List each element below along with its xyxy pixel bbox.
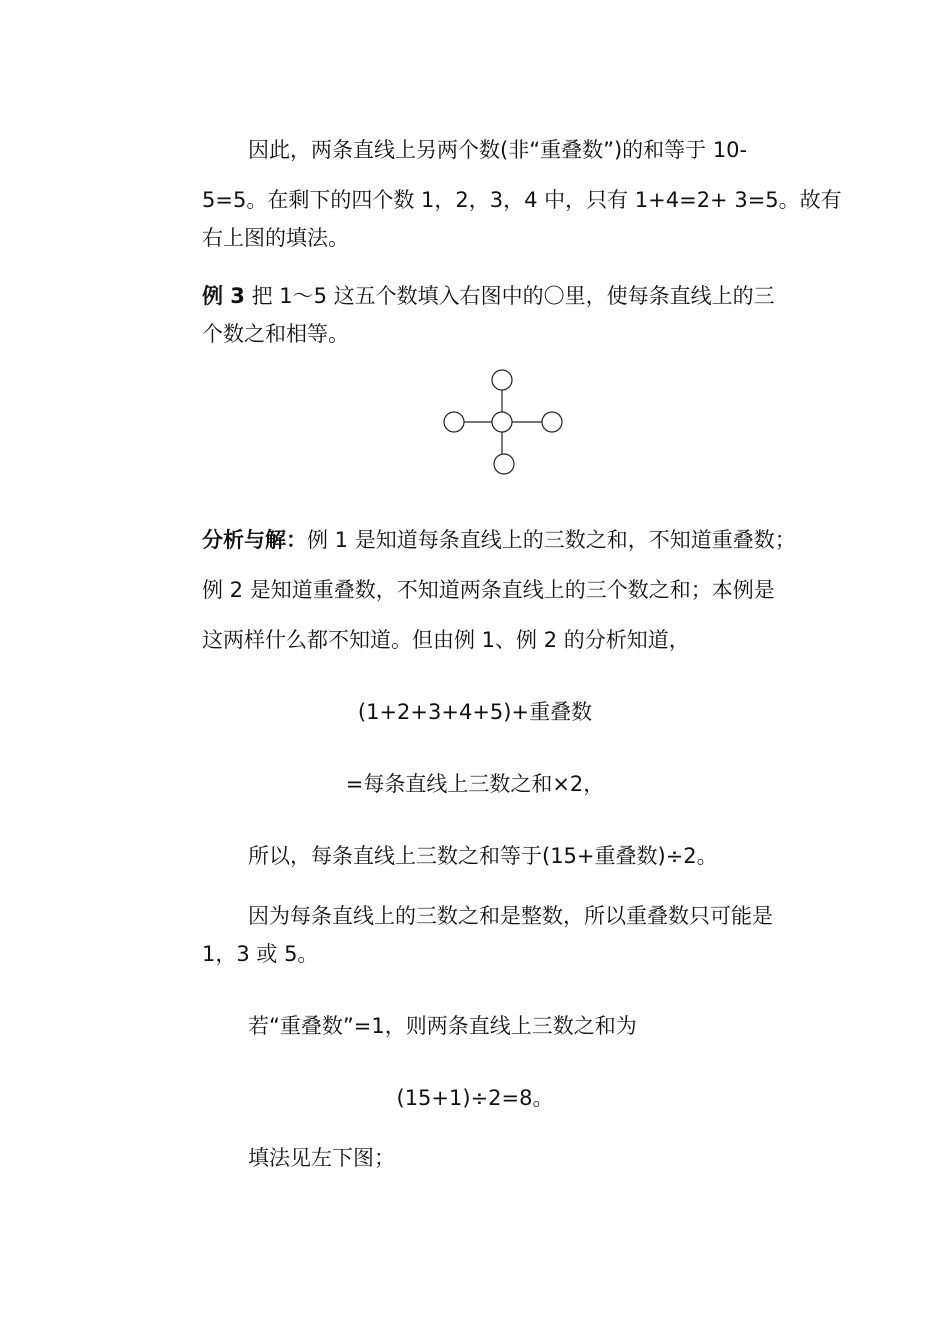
example-3-line-1 bbox=[202, 282, 808, 310]
analysis-line-1 bbox=[202, 526, 808, 554]
formula-2: =每条直线上三数之和×2， bbox=[345, 772, 605, 796]
case-1: 若“重叠数”=1，则两条直线上三数之和为 bbox=[248, 1014, 637, 1038]
conclusion-2-line-1: 因为每条直线上的三数之和是整数，所以重叠数只可能是 bbox=[248, 904, 773, 928]
analysis-line-2: 例 2 是知道重叠数，不知道两条直线上的三个数之和；本例是 bbox=[202, 578, 775, 602]
diagram-circle-right bbox=[542, 412, 562, 432]
analysis-line-3: 这两样什么都不知道。但由例 1、例 2 的分析知道， bbox=[202, 628, 690, 652]
paragraph-1-line-2: 5=5。在剩下的四个数 1，2，3，4 中，只有 1+4=2+ 3=5。故有 bbox=[202, 188, 842, 212]
analysis-text: 例 1 是知道每条直线上的三数之和，不知道重叠数； bbox=[307, 528, 796, 552]
cross-circle-diagram bbox=[430, 362, 570, 480]
paragraph-1-line-1: 因此，两条直线上另两个数(非“重叠数”)的和等于 10- bbox=[248, 138, 748, 162]
analysis-label: 分析与解： bbox=[202, 528, 307, 552]
diagram-circle-left bbox=[444, 412, 464, 432]
diagram-circle-top bbox=[492, 370, 512, 390]
diagram-circle-bottom bbox=[494, 454, 514, 474]
formula-3: (15+1)÷2=8。 bbox=[396, 1086, 554, 1110]
diagram-circle-center bbox=[492, 412, 512, 432]
conclusion-1: 所以，每条直线上三数之和等于(15+重叠数)÷2。 bbox=[248, 844, 718, 868]
fill-note: 填法见左下图； bbox=[248, 1146, 395, 1170]
paragraph-1-line-3: 右上图的填法。 bbox=[202, 226, 349, 250]
example-3-line-2: 个数之和相等。 bbox=[202, 322, 349, 346]
example-3-label: 例 3 bbox=[202, 284, 245, 308]
example-3-text: 把 1～5 这五个数填入右图中的〇里，使每条直线上的三 bbox=[244, 284, 775, 308]
formula-1: (1+2+3+4+5)+重叠数 bbox=[357, 700, 593, 724]
conclusion-2-line-2: 1，3 或 5。 bbox=[202, 942, 319, 966]
